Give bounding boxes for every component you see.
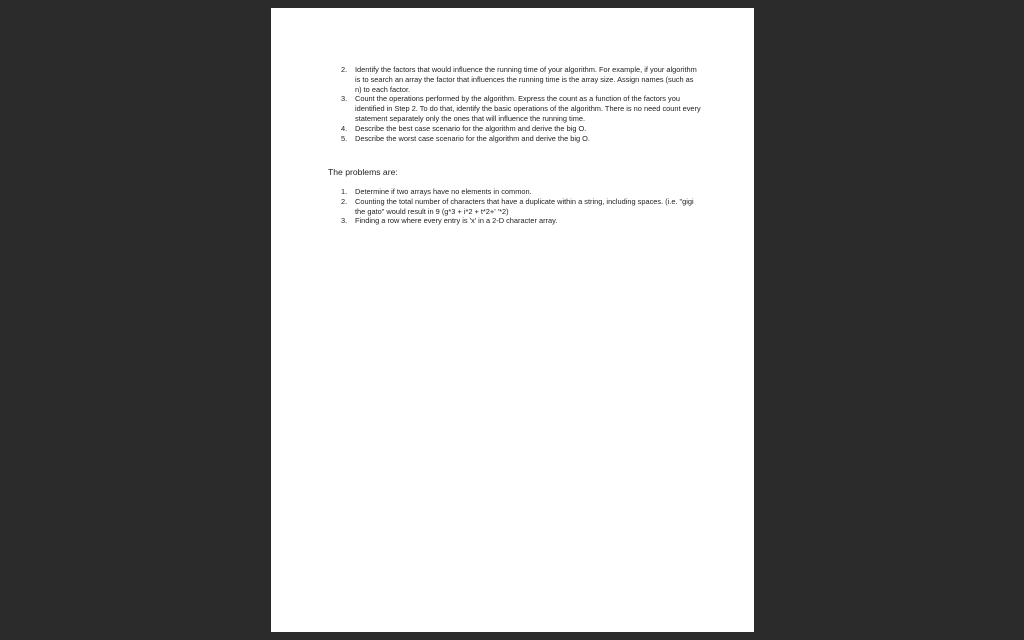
problems-heading: The problems are: bbox=[328, 167, 398, 177]
list-number: 2. bbox=[341, 196, 348, 206]
list-item bbox=[341, 134, 701, 144]
list-item bbox=[341, 124, 701, 134]
list-item-text: Describe the best case scenario for the algorithm and derive the big O. bbox=[355, 123, 587, 133]
steps-list bbox=[341, 65, 701, 143]
list-item-text: Count the operations performed by the algorithm. Express the count as a function of the factors you identified in Step 2. To do that, identify the basic operations of the algorithm. There is no need count every statement separately only the ones that will influence the running time. bbox=[355, 94, 701, 123]
list-item bbox=[341, 216, 701, 226]
list-item-text: Determine if two arrays have no elements in common. bbox=[355, 187, 532, 196]
problems-list bbox=[341, 187, 701, 226]
list-item-text: Counting the total number of characters that have a duplicate within a string, including spaces. (i.e. "gigi the gato" would result in 9 (g*3 + i*2 + t*2+' '*2) bbox=[355, 196, 694, 216]
list-number: 4. bbox=[341, 123, 348, 133]
list-item-text: Finding a row where every entry is 'x' in a 2-D character array. bbox=[355, 216, 558, 226]
list-item bbox=[341, 94, 701, 123]
list-item bbox=[341, 187, 701, 197]
list-number: 2. bbox=[341, 65, 348, 74]
list-number: 5. bbox=[341, 133, 348, 143]
list-number: 3. bbox=[341, 216, 348, 226]
list-item bbox=[341, 197, 701, 217]
list-item-text: Describe the worst case scenario for the algorithm and derive the big O. bbox=[355, 133, 590, 143]
list-item-text: Identify the factors that would influence the running time of your algorithm. For example, if your algorithm is to search an array the factor that influences the running time is the array size. Assign names (such as n) to each factor. bbox=[355, 65, 697, 94]
list-number: 3. bbox=[341, 94, 348, 104]
list-number: 1. bbox=[341, 187, 348, 196]
list-item bbox=[341, 65, 701, 94]
